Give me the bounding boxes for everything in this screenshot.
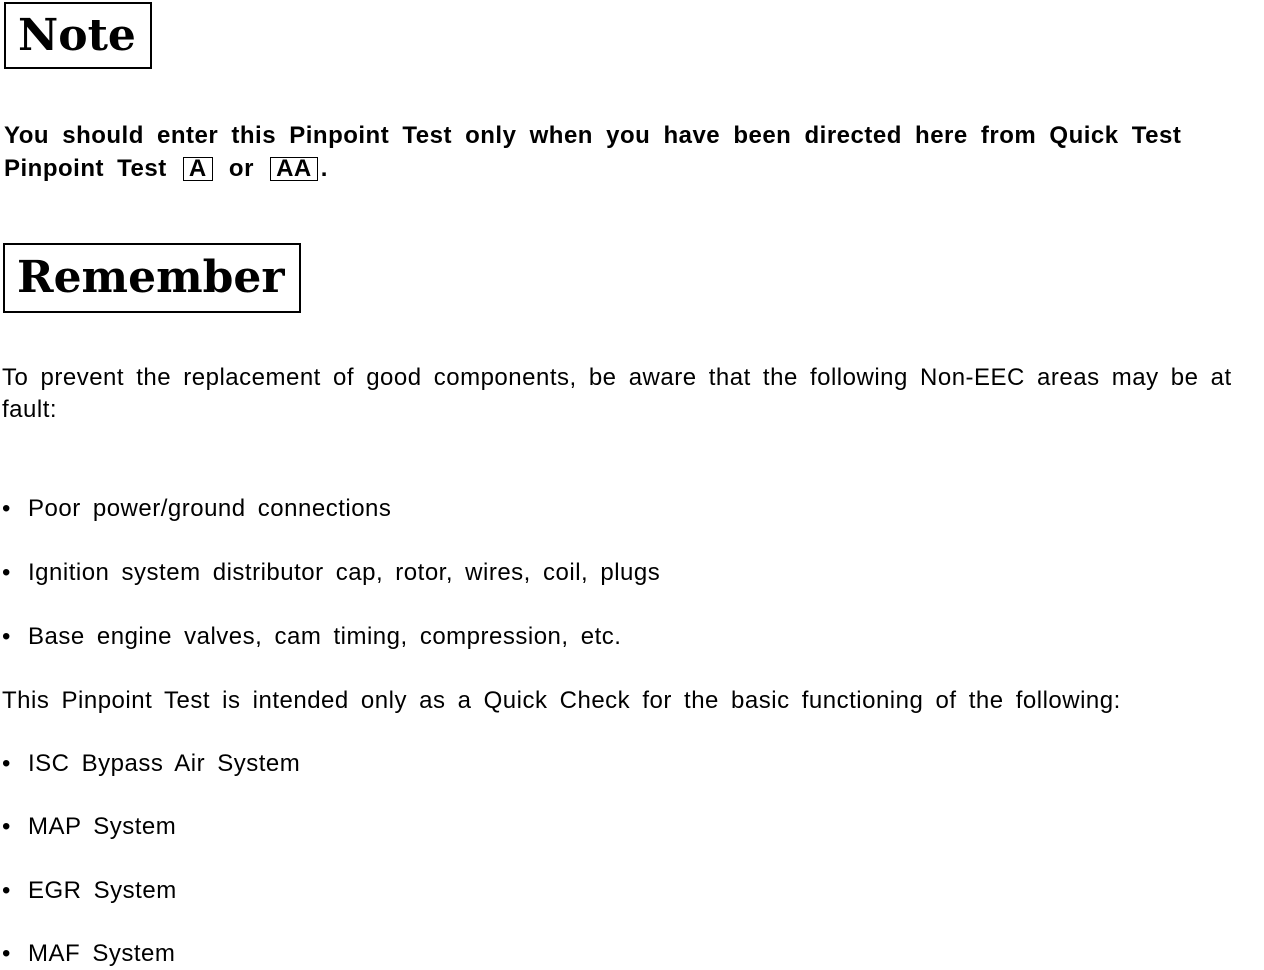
list-item-text: Base engine valves, cam timing, compression, etc. [28,623,622,650]
remember-heading [3,243,301,313]
list-item [2,939,175,969]
note-text-or: or [228,155,254,182]
list-item-text: MAF System [28,940,176,967]
bullet-icon: • [2,750,11,777]
list-item [2,622,621,652]
note-heading [4,2,152,69]
note-heading-label: Note [18,9,136,61]
pinpoint-code-aa: AA [270,157,318,181]
bullet-icon: • [2,877,11,904]
list-item [2,812,176,842]
note-text-prefix: You should enter this Pinpoint Test only when you have been directed here from Quick Test Pinpoint Test [4,122,1182,182]
list-item [2,749,300,779]
remember-heading-label: Remember [17,252,285,303]
list-item-text: EGR System [28,877,177,904]
note-paragraph [4,119,1249,185]
list-item-text: MAP System [28,813,177,840]
list-item [2,494,391,524]
remember-paragraph: To prevent the replacement of good components, be aware that the following Non-EEC areas may be at fault: [2,364,1232,423]
bullet-icon: • [2,559,11,586]
note-text-end: . [320,155,328,182]
bullet-icon: • [2,623,11,650]
pinpoint-code-a: A [183,157,213,181]
quick-check-paragraph: This Pinpoint Test is intended only as a Quick Check for the basic functioning of the following: [2,687,1121,714]
list-item-text: ISC Bypass Air System [28,750,301,777]
bullet-icon: • [2,940,11,967]
list-item-text: Poor power/ground connections [28,495,392,522]
list-item [2,558,660,588]
list-item [2,876,177,906]
list-item-text: Ignition system distributor cap, rotor, wires, coil, plugs [28,559,661,586]
bullet-icon: • [2,813,11,840]
bullet-icon: • [2,495,11,522]
